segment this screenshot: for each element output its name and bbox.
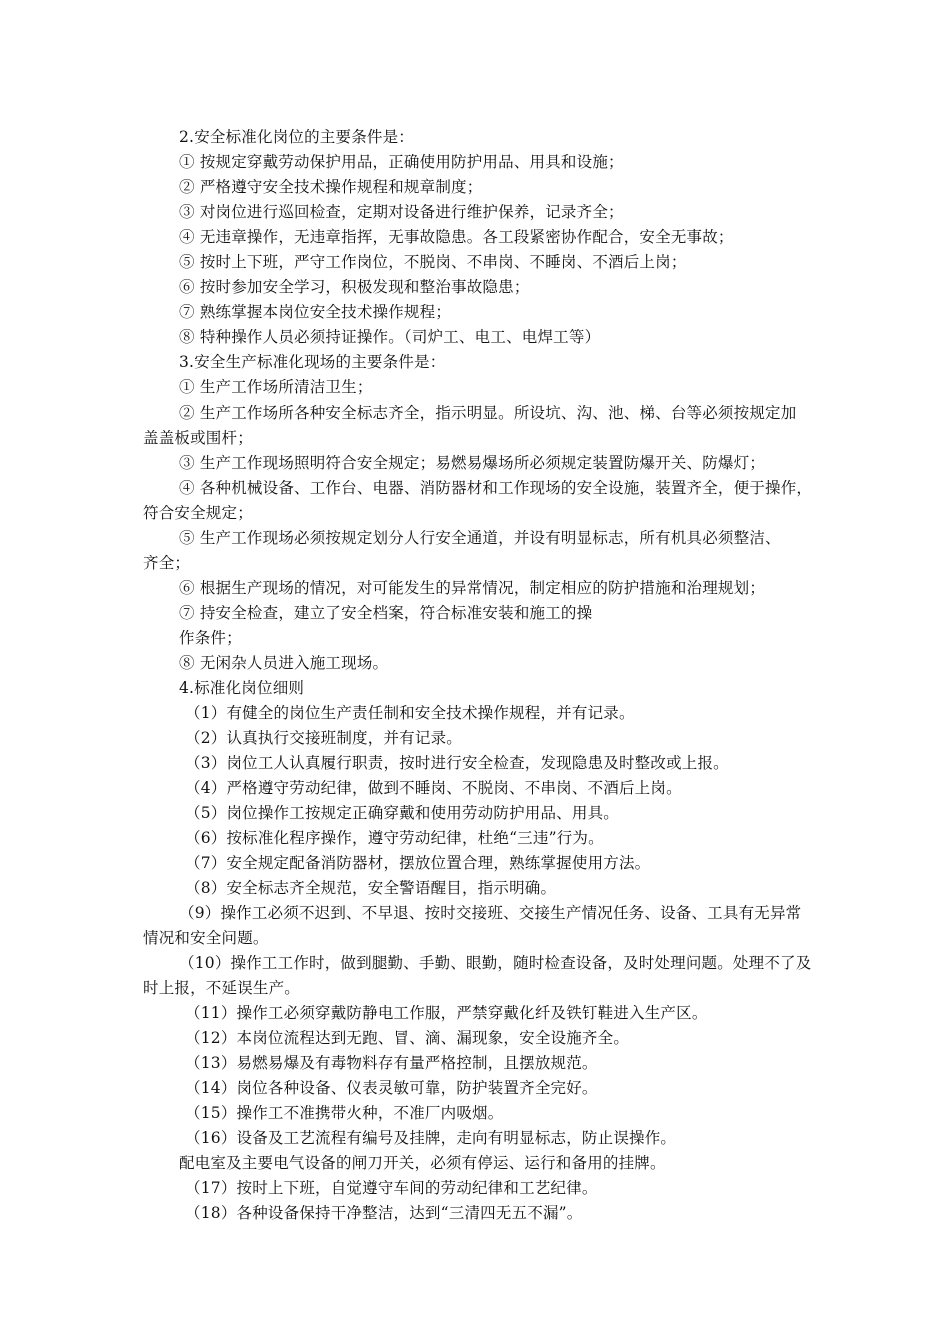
list-item: （3）岗位工人认真履行职责，按时进行安全检查，发现隐患及时整改或上报。 xyxy=(185,754,729,772)
list-item: ⑤ 生产工作现场必须按规定划分人行安全通道，并设有明显标志，所有机具必须整洁、 xyxy=(179,529,781,547)
list-item-continuation: 情况和安全问题。 xyxy=(143,929,269,947)
list-item: ② 严格遵守安全技术操作规程和规章制度； xyxy=(179,178,483,196)
list-item-continuation: 作条件； xyxy=(179,629,242,647)
list-item: ② 生产工作场所各种安全标志齐全，指示明显。所设坑、沟、池、梯、台等必须按规定加 xyxy=(179,404,797,422)
section-heading: 3.安全生产标准化现场的主要条件是： xyxy=(179,353,446,371)
list-item: ④ 各种机械设备、工作台、电器、消防器材和工作现场的安全设施，装置齐全，便于操作， xyxy=(179,479,813,497)
list-item: （1）有健全的岗位生产责任制和安全技术操作规程，并有记录。 xyxy=(185,704,635,722)
list-item: （16）设备及工艺流程有编号及挂牌，走向有明显标志，防止误操作。 xyxy=(185,1129,677,1147)
list-item-continuation: 时上报，不延误生产。 xyxy=(143,979,301,997)
list-item-continuation: 齐全； xyxy=(143,554,191,572)
list-item-continuation: 盖盖板或围杆； xyxy=(143,429,253,447)
list-item-continuation: 符合安全规定； xyxy=(143,504,253,522)
list-item: （2）认真执行交接班制度，并有记录。 xyxy=(185,729,462,747)
list-item: （13）易燃易爆及有毒物料存有量严格控制，且摆放规范。 xyxy=(185,1054,598,1072)
list-item: ④ 无违章操作，无违章指挥，无事故隐患。各工段紧密协作配合，安全无事故； xyxy=(179,228,734,246)
list-item: （10）操作工工作时，做到腿勤、手勤、眼勤，随时检查设备，及时处理问题。处理不了及 xyxy=(179,954,812,972)
list-item: ③ 生产工作现场照明符合安全规定；易燃易爆场所必须规定装置防爆开关、防爆灯； xyxy=(179,454,766,472)
list-item: ① 生产工作场所清洁卫生； xyxy=(179,378,373,396)
list-item: ⑥ 按时参加安全学习，积极发现和整治事故隐患； xyxy=(179,278,530,296)
list-item-continuation: 配电室及主要电气设备的闸刀开关，必须有停运、运行和备用的挂牌。 xyxy=(179,1154,666,1172)
list-item: （6）按标准化程序操作，遵守劳动纪律，杜绝“三违”行为。 xyxy=(185,829,604,847)
list-item: （17）按时上下班，自觉遵守车间的劳动纪律和工艺纪律。 xyxy=(185,1179,598,1197)
list-item: ⑥ 根据生产现场的情况，对可能发生的异常情况，制定相应的防护措施和治理规划； xyxy=(179,579,766,597)
list-item: ⑧ 特种操作人员必须持证操作。（司炉工、电工、电焊工等） xyxy=(179,328,601,346)
list-item: （8）安全标志齐全规范，安全警语醒目，指示明确。 xyxy=(185,879,557,897)
list-item: （7）安全规定配备消防器材，摆放位置合理，熟练掌握使用方法。 xyxy=(185,854,651,872)
section-heading: 4.标准化岗位细则 xyxy=(179,679,305,697)
list-item: ⑧ 无闲杂人员进入施工现场。 xyxy=(179,654,389,672)
section-heading: 2.安全标准化岗位的主要条件是： xyxy=(179,128,414,146)
list-item: ③ 对岗位进行巡回检查，定期对设备进行维护保养，记录齐全； xyxy=(179,203,624,221)
list-item: （11）操作工必须穿戴防静电工作服，严禁穿戴化纤及铁钉鞋进入生产区。 xyxy=(185,1004,708,1022)
list-item: （15）操作工不准携带火种，不准厂内吸烟。 xyxy=(185,1104,504,1122)
list-item: （9）操作工必须不迟到、不早退、按时交接班、交接生产情况任务、设备、工具有无异常 xyxy=(179,904,802,922)
list-item: （4）严格遵守劳动纪律，做到不睡岗、不脱岗、不串岗、不酒后上岗。 xyxy=(185,779,682,797)
list-item: （5）岗位操作工按规定正确穿戴和使用劳动防护用品、用具。 xyxy=(185,804,619,822)
list-item: ⑤ 按时上下班，严守工作岗位，不脱岗、不串岗、不睡岗、不酒后上岗； xyxy=(179,253,687,271)
list-item: ⑦ 持安全检查，建立了安全档案，符合标准安装和施工的操 xyxy=(179,604,593,622)
list-item: ① 按规定穿戴劳动保护用品，正确使用防护用品、用具和设施； xyxy=(179,153,624,171)
list-item: （18）各种设备保持干净整洁，达到“三清四无五不漏”。 xyxy=(185,1204,583,1222)
list-item: （14）岗位各种设备、仪表灵敏可靠，防护装置齐全完好。 xyxy=(185,1079,598,1097)
list-item: ⑦ 熟练掌握本岗位安全技术操作规程； xyxy=(179,303,452,321)
list-item: （12）本岗位流程达到无跑、冒、滴、漏现象，安全设施齐全。 xyxy=(185,1029,630,1047)
